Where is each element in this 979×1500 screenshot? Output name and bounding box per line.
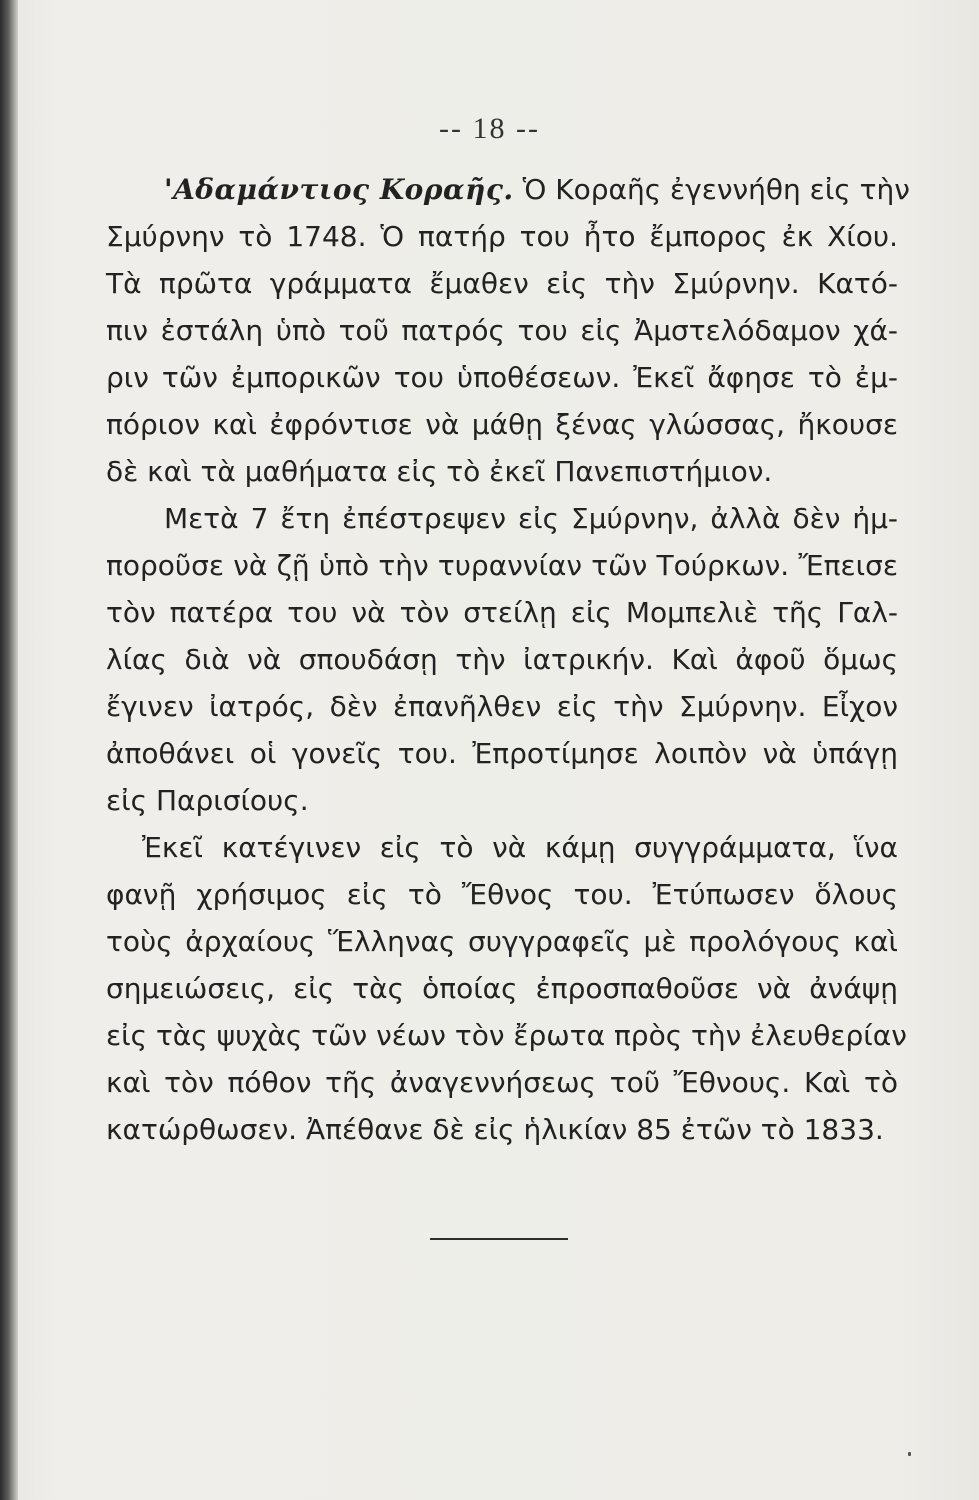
text-line: πόριον καὶ ἐφρόντισε νὰ μάθῃ ξένας γλώσσας, ἤκουσε bbox=[106, 408, 898, 441]
paragraph-return-smyrna bbox=[106, 495, 898, 824]
text-line: τοὺς ἀρχαίους Ἕλληνας συγγραφεῖς μὲ προλόγους καὶ bbox=[106, 925, 898, 958]
text-line: Ἐκεῖ κατέγινεν εἰς τὸ νὰ κάμῃ συγγράμματα, ἵνα bbox=[142, 831, 898, 864]
text-line: φανῇ χρήσιμος εἰς τὸ Ἔθνος του. Ἐτύπωσεν ὅλους bbox=[106, 878, 898, 911]
text-line: εἰς Παρισίους. bbox=[106, 784, 309, 817]
text-line: ἀποθάνει οἱ γονεῖς του. Ἐπροτίμησε λοιπὸν νὰ ὑπάγῃ bbox=[106, 737, 898, 770]
text-line bbox=[106, 166, 910, 213]
section-title: 'Αδαμάντιος Κοραῆς. bbox=[164, 173, 514, 206]
page-binding-edge bbox=[0, 0, 18, 1500]
text-line: τὸν πατέρα του νὰ τὸν στείλῃ εἰς Μομπελιὲ τῆς Γαλ- bbox=[106, 596, 898, 629]
text-line: ριν τῶν ἐμπορικῶν του ὑποθέσεων. Ἐκεῖ ἄφησε τὸ ἐμ- bbox=[106, 361, 898, 394]
text-line: καὶ τὸν πόθον τῆς ἀναγεννήσεως τοῦ Ἔθνους. Καὶ τὸ bbox=[106, 1066, 898, 1099]
text-line: πιν ἐστάλη ὑπὸ τοῦ πατρός του εἰς Ἀμστελόδαμον χά- bbox=[106, 314, 898, 347]
paper-speck bbox=[908, 1452, 911, 1456]
text-line: εἰς τὰς ψυχὰς τῶν νέων τὸν ἔρωτα πρὸς τὴν ἐλευθερίαν bbox=[106, 1019, 907, 1052]
text-line: Τὰ πρῶτα γράμματα ἔμαθεν εἰς τὴν Σμύρνην. Κατό- bbox=[106, 267, 898, 300]
text-line: Μετὰ 7 ἔτη ἐπέστρεψεν εἰς Σμύρνην, ἀλλὰ δὲν ἠμ- bbox=[164, 502, 898, 535]
text-line: ἔγινεν ἰατρός, δὲν ἐπανῆλθεν εἰς τὴν Σμύρνην. Εἶχον bbox=[106, 690, 898, 723]
paragraph-paris-works bbox=[106, 824, 907, 1153]
text-line: δὲ καὶ τὰ μαθήματα εἰς τὸ ἐκεῖ Πανεπιστήμιον. bbox=[106, 455, 773, 488]
text-line: σημειώσεις, εἰς τὰς ὁποίας ἐπροσπαθοῦσε νὰ ἀνάψῃ bbox=[106, 972, 898, 1005]
page-number: -- 18 -- bbox=[439, 112, 540, 145]
text-line: Σμύρνην τὸ 1748. Ὁ πατήρ του ἦτο ἔμπορος ἐκ Χίου. bbox=[106, 220, 898, 253]
text-fragment: Ὁ Κοραῆς ἐγεννήθη εἰς τὴν bbox=[513, 173, 910, 206]
text-line: ποροῦσε νὰ ζῇ ὑπὸ τὴν τυραννίαν τῶν Τούρκων. Ἔπεισε bbox=[106, 549, 898, 582]
section-separator-rule bbox=[430, 1238, 568, 1240]
paragraph-korais-intro bbox=[106, 166, 910, 495]
page-text bbox=[106, 166, 910, 1153]
text-line: κατώρθωσεν. Ἀπέθανε δὲ εἰς ἡλικίαν 85 ἐτῶν τὸ 1833. bbox=[106, 1113, 884, 1146]
text-line: λίας διὰ νὰ σπουδάσῃ τὴν ἰατρικήν. Καὶ ἀφοῦ ὅμως bbox=[106, 643, 898, 676]
